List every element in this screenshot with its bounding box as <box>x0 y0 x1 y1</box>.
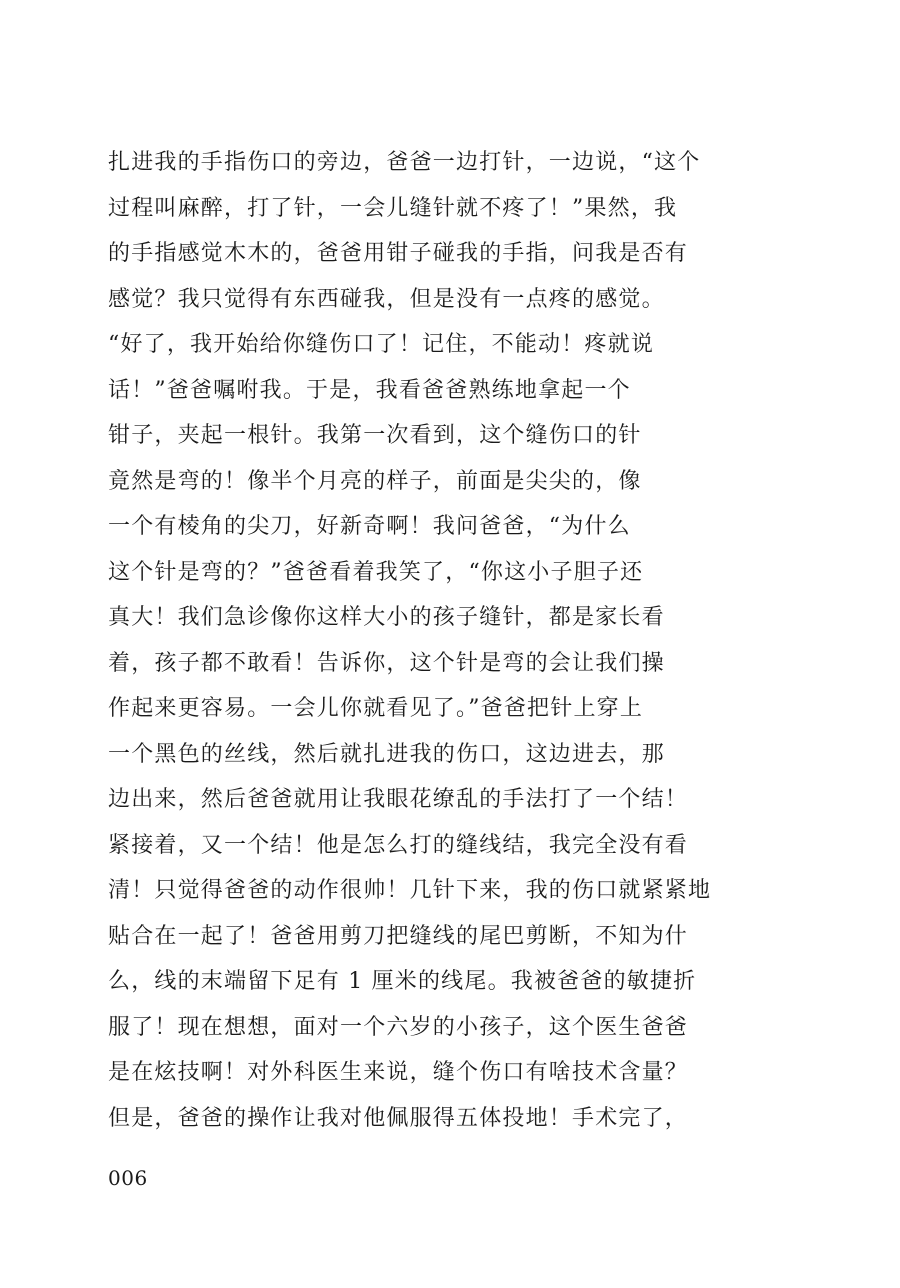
text-line: 紧接着，又一个结！他是怎么打的缝线结，我完全没有看 <box>108 832 689 858</box>
text-line: 边出来，然后爸爸就用让我眼花缭乱的手法打了一个结！ <box>108 787 689 812</box>
text-line: 话！”爸爸嘱咐我。于是，我看爸爸熟练地拿起一个 <box>108 377 631 403</box>
text-line: 的手指感觉木木的，爸爸用钳子碰我的手指，问我是否有 <box>108 241 689 266</box>
text-line: 真大！我们急诊像你这样大小的孩子缝针，都是家长看 <box>108 605 665 630</box>
text-line: 贴合在一起了！爸爸用剪刀把缝线的尾巴剪断，不知为什 <box>108 923 689 949</box>
text-line: 感觉？我只觉得有东西碰我，但是没有一点疼的感觉。 <box>108 286 665 312</box>
text-line: 竟然是弯的！像半个月亮的样子，前面是尖尖的，像 <box>108 468 642 494</box>
text-line: 钳子，夹起一根针。我第一次看到，这个缝伤口的针 <box>108 423 642 448</box>
text-line: 但是，爸爸的操作让我对他佩服得五体投地！手术完了， <box>108 1105 689 1131</box>
text-line: 着，孩子都不敢看！告诉你，这个针是弯的会让我们操 <box>108 650 665 676</box>
text-line: 扎进我的手指伤口的旁边，爸爸一边打针，一边说，“这个 <box>108 150 701 175</box>
text-line: 一个黑色的丝线，然后就扎进我的伤口，这边进去，那 <box>108 741 665 767</box>
text-line: 服了！现在想想，面对一个六岁的小孩子，这个医生爸爸 <box>108 1014 689 1040</box>
text-line: 作起来更容易。一会儿你就看见了。”爸爸把针上穿上 <box>108 696 644 721</box>
text-line: 这个针是弯的？”爸爸看着我笑了，“你这小子胆子还 <box>108 559 644 585</box>
text-line: 清！只觉得爸爸的动作很帅！几针下来，我的伤口就紧紧地 <box>108 878 712 903</box>
text-line: “好了，我开始给你缝伤口了！记住，不能动！疼就说 <box>108 332 655 357</box>
text-line: 一个有棱角的尖刀，好新奇啊！我问爸爸，“为什么 <box>108 514 631 539</box>
text-line: 是在炫技啊！对外科医生来说，缝个伤口有啥技术含量？ <box>108 1060 689 1085</box>
text-line: 过程叫麻醉，打了针，一会儿缝针就不疼了！”果然，我 <box>108 195 678 221</box>
text-line: 么，线的末端留下足有 1 厘米的线尾。我被爸爸的敏捷折 <box>108 969 697 994</box>
body-text <box>108 140 718 1141</box>
page-number: 006 <box>108 1166 148 1190</box>
